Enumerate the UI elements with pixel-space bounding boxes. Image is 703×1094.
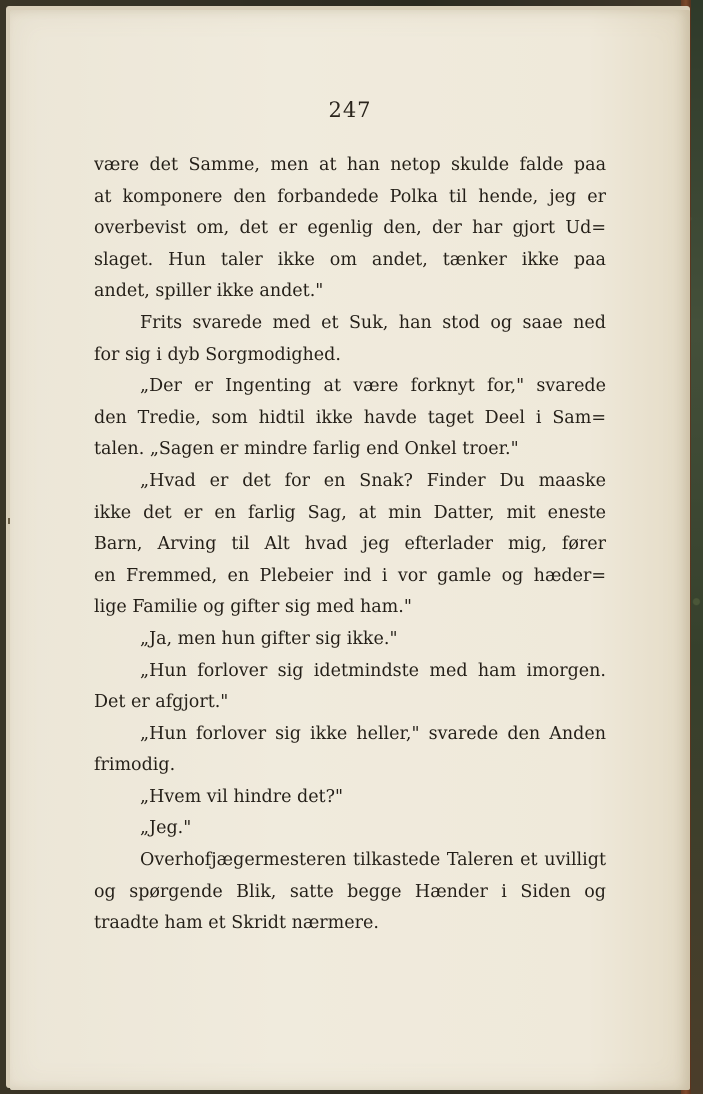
page-stack	[6, 6, 690, 1088]
text-line: overbevist om, det er egenlig den, der har gjort Ud=	[94, 218, 606, 239]
text-line: Overhofjægermesteren tilkastede Taleren et uvilligt	[140, 850, 606, 871]
text-line: Frits svarede med et Suk, han stod og saae ned	[140, 312, 606, 333]
text-line: „Jeg."	[140, 818, 192, 839]
text-line: frimodig.	[94, 755, 176, 776]
text-line: lige Familie og gifter sig med ham."	[94, 597, 412, 618]
text-line: „Hvem vil hindre det?"	[140, 786, 344, 807]
text-line: „Der er Ingenting at være forknyt for," svarede	[140, 376, 606, 397]
text-line: ikke det er en farlig Sag, at min Datter, mit eneste	[94, 502, 606, 523]
text-line: „Ja, men hun gifter sig ikke."	[140, 628, 398, 649]
text-line: den Tredie, som hidtil ikke havde taget Deel i Sam=	[94, 407, 606, 428]
book-page	[10, 10, 690, 1090]
text-line: „Hun forlover sig idetmindste med ham imorgen.	[140, 660, 606, 681]
text-line: slaget. Hun taler ikke om andet, tænker ikke paa	[94, 249, 606, 270]
text-line: traadte ham et Skridt nærmere.	[94, 913, 379, 934]
text-line: Barn, Arving til Alt hvad jeg efterlader mig, fører	[94, 534, 606, 555]
margin-mark	[8, 518, 10, 524]
page-number: 247	[328, 98, 372, 122]
text-line: og spørgende Blik, satte begge Hænder i Siden og	[94, 881, 606, 902]
text-line: Det er afgjort."	[94, 692, 229, 713]
text-line: være det Samme, men at han netop skulde falde paa	[94, 155, 606, 175]
text-line: „Hvad er det for en Snak? Finder Du maaske	[140, 470, 606, 491]
text-line: for sig i dyb Sorgmodighed.	[94, 344, 341, 365]
text-line: en Fremmed, en Plebeier ind i vor gamle og hæder=	[94, 565, 606, 586]
text-line: at komponere den forbandede Polka til hende, jeg er	[94, 186, 606, 207]
text-line: talen. „Sagen er mindre farlig end Onkel troer."	[94, 439, 519, 460]
text-line: andet, spiller ikke andet."	[94, 281, 324, 302]
page-text	[94, 150, 606, 940]
text-line: „Hun forlover sig ikke heller," svarede den Anden	[140, 723, 606, 744]
